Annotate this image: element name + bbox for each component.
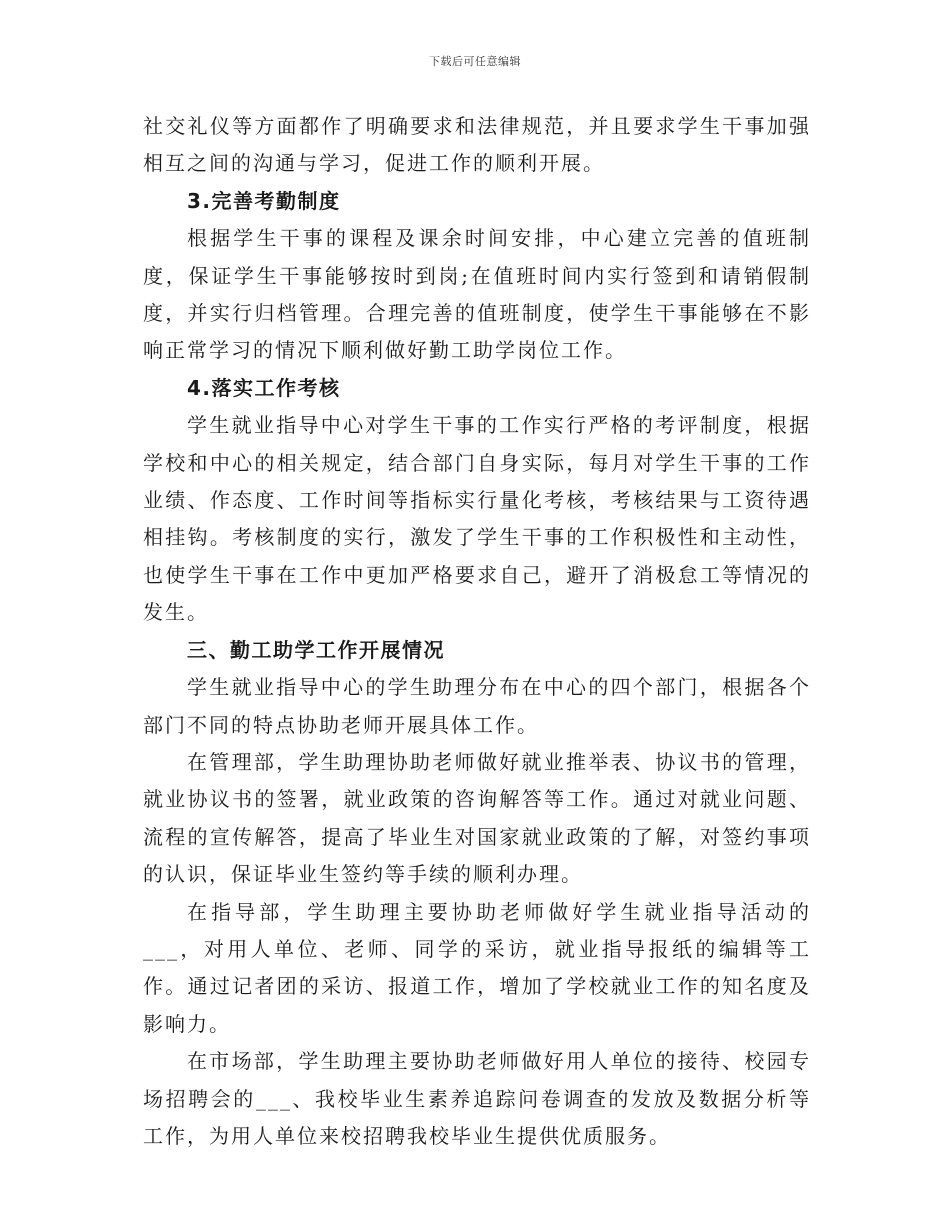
heading-work-assessment: 4.落实工作考核 [187,375,341,400]
paragraph-management-dept: 在管理部，学生助理协助老师做好就业推举表、协议书的管理，就业协议书的签署，就业政策的咨询解答等工作。通过对就业问题、流程的宣传解答，提高了毕业生对国家就业政策的了解，对签约事项的认识，保证毕业生签约等手续的顺利办理。 [143,749,811,887]
paragraph-continuation: 社交礼仪等方面都作了明确要求和法律规范，并且要求学生干事加强相互之间的沟通与学习，促进工作的顺利开展。 [143,114,811,176]
document-body [143,108,811,1155]
paragraph-market-dept: 在市场部，学生助理主要协助老师做好用人单位的接待、校园专场招聘会的___、我校毕业生素养追踪问卷调查的发放及数据分析等工作，为用人单位来校招聘我校毕业生提供优质服务。 [143,1049,811,1148]
paragraph-guidance-dept: 在指导部，学生助理主要协助老师做好学生就业指导活动的___，对用人单位、老师、同学的采访，就业指导报纸的编辑等工作。通过记者团的采访、报道工作，增加了学校就业工作的知名度及影响力。 [143,899,811,1036]
heading-section-three: 三、勤工助学工作开展情况 [187,637,445,662]
page-header: 下载后可任意编辑 [429,55,521,68]
heading-attendance-system: 3.完善考勤制度 [187,188,341,213]
paragraph-departments: 学生就业指导中心的学生助理分布在中心的四个部门，根据各个部门不同的特点协助老师开展具体工作。 [143,675,811,737]
paragraph-attendance: 根据学生干事的课程及课余时间安排，中心建立完善的值班制度，保证学生干事能够按时到岗;在值班时间内实行签到和请销假制度，并实行归档管理。合理完善的值班制度，使学生干事能够在不影响正常学习的情况下顺利做好勤工助学岗位工作。 [143,226,811,363]
paragraph-assessment: 学生就业指导中心对学生干事的工作实行严格的考评制度，根据学校和中心的相关规定，结合部门自身实际，每月对学生干事的工作业绩、作态度、工作时间等指标实行量化考核，考核结果与工资待遇相挂钩。考核制度的实行，激发了学生干事的工作积极性和主动性，也使学生干事在工作中更加严格要求自己，避开了消极怠工等情况的发生。 [143,413,811,625]
